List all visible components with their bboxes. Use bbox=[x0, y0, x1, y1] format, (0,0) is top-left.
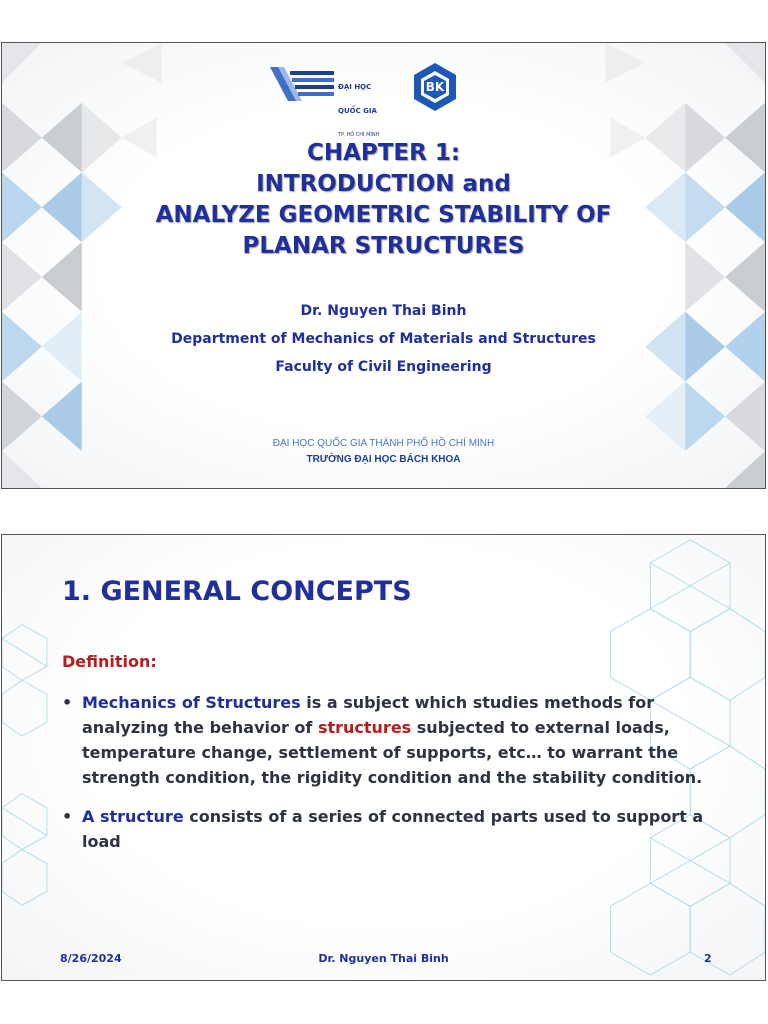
svg-text:BK: BK bbox=[425, 80, 445, 94]
bullet-icon: • bbox=[62, 693, 73, 712]
bullet2-text: consists of a series of connected parts used to support a load bbox=[82, 807, 704, 851]
vnu-line-2: QUỐC GIA bbox=[338, 107, 377, 115]
term-mechanics-of-structures: Mechanics of Structures bbox=[82, 693, 301, 712]
term-structures: structures bbox=[317, 718, 412, 737]
content-slide bbox=[1, 534, 766, 981]
section-title: 1. GENERAL CONCEPTS bbox=[62, 576, 412, 607]
definition-list bbox=[60, 690, 730, 868]
university-logos bbox=[270, 61, 470, 138]
definition-label: Definition: bbox=[62, 652, 157, 671]
department-name: Department of Mechanics of Materials and Structures bbox=[171, 331, 596, 347]
footer-author: Dr. Nguyen Thai Binh bbox=[318, 952, 449, 965]
vnu-logo-icon bbox=[270, 67, 336, 107]
faculty-name: Faculty of Civil Engineering bbox=[275, 359, 492, 375]
title-line-1: CHAPTER 1: bbox=[306, 140, 461, 166]
chapter-title bbox=[2, 138, 765, 262]
university-name: ĐẠI HỌC QUỐC GIA THÀNH PHỐ HỒ CHÍ MINH bbox=[272, 438, 495, 449]
bullet-icon: • bbox=[62, 807, 73, 826]
school-name: TRƯỜNG ĐẠI HỌC BÁCH KHOA bbox=[306, 454, 461, 465]
author-block bbox=[2, 301, 765, 385]
author-name: Dr. Nguyen Thai Binh bbox=[300, 303, 467, 319]
footer-date: 8/26/2024 bbox=[60, 952, 122, 965]
title-line-2: INTRODUCTION and bbox=[256, 171, 511, 197]
title-line-4: PLANAR STRUCTURES bbox=[242, 233, 525, 259]
vnu-line-1: ĐẠI HỌC bbox=[338, 83, 372, 91]
page-number: 2 bbox=[704, 952, 712, 965]
title-line-3: ANALYZE GEOMETRIC STABILITY OF bbox=[155, 202, 612, 228]
list-item bbox=[60, 804, 730, 854]
bk-logo-icon bbox=[410, 61, 460, 111]
title-slide bbox=[1, 42, 766, 489]
list-item bbox=[60, 690, 730, 790]
term-a-structure: A structure bbox=[82, 807, 184, 826]
bullet1-text-part2: subjected to external loads, temperature change, settlement of supports, etc… to warrant the strength condition, the rigidity condition and the stability condition. bbox=[82, 718, 703, 787]
bullet1-text-part1: is a subject which studies methods for analyzing the behavior of bbox=[82, 693, 655, 737]
vnu-line-3: TP. HỒ CHÍ MINH bbox=[338, 132, 380, 138]
